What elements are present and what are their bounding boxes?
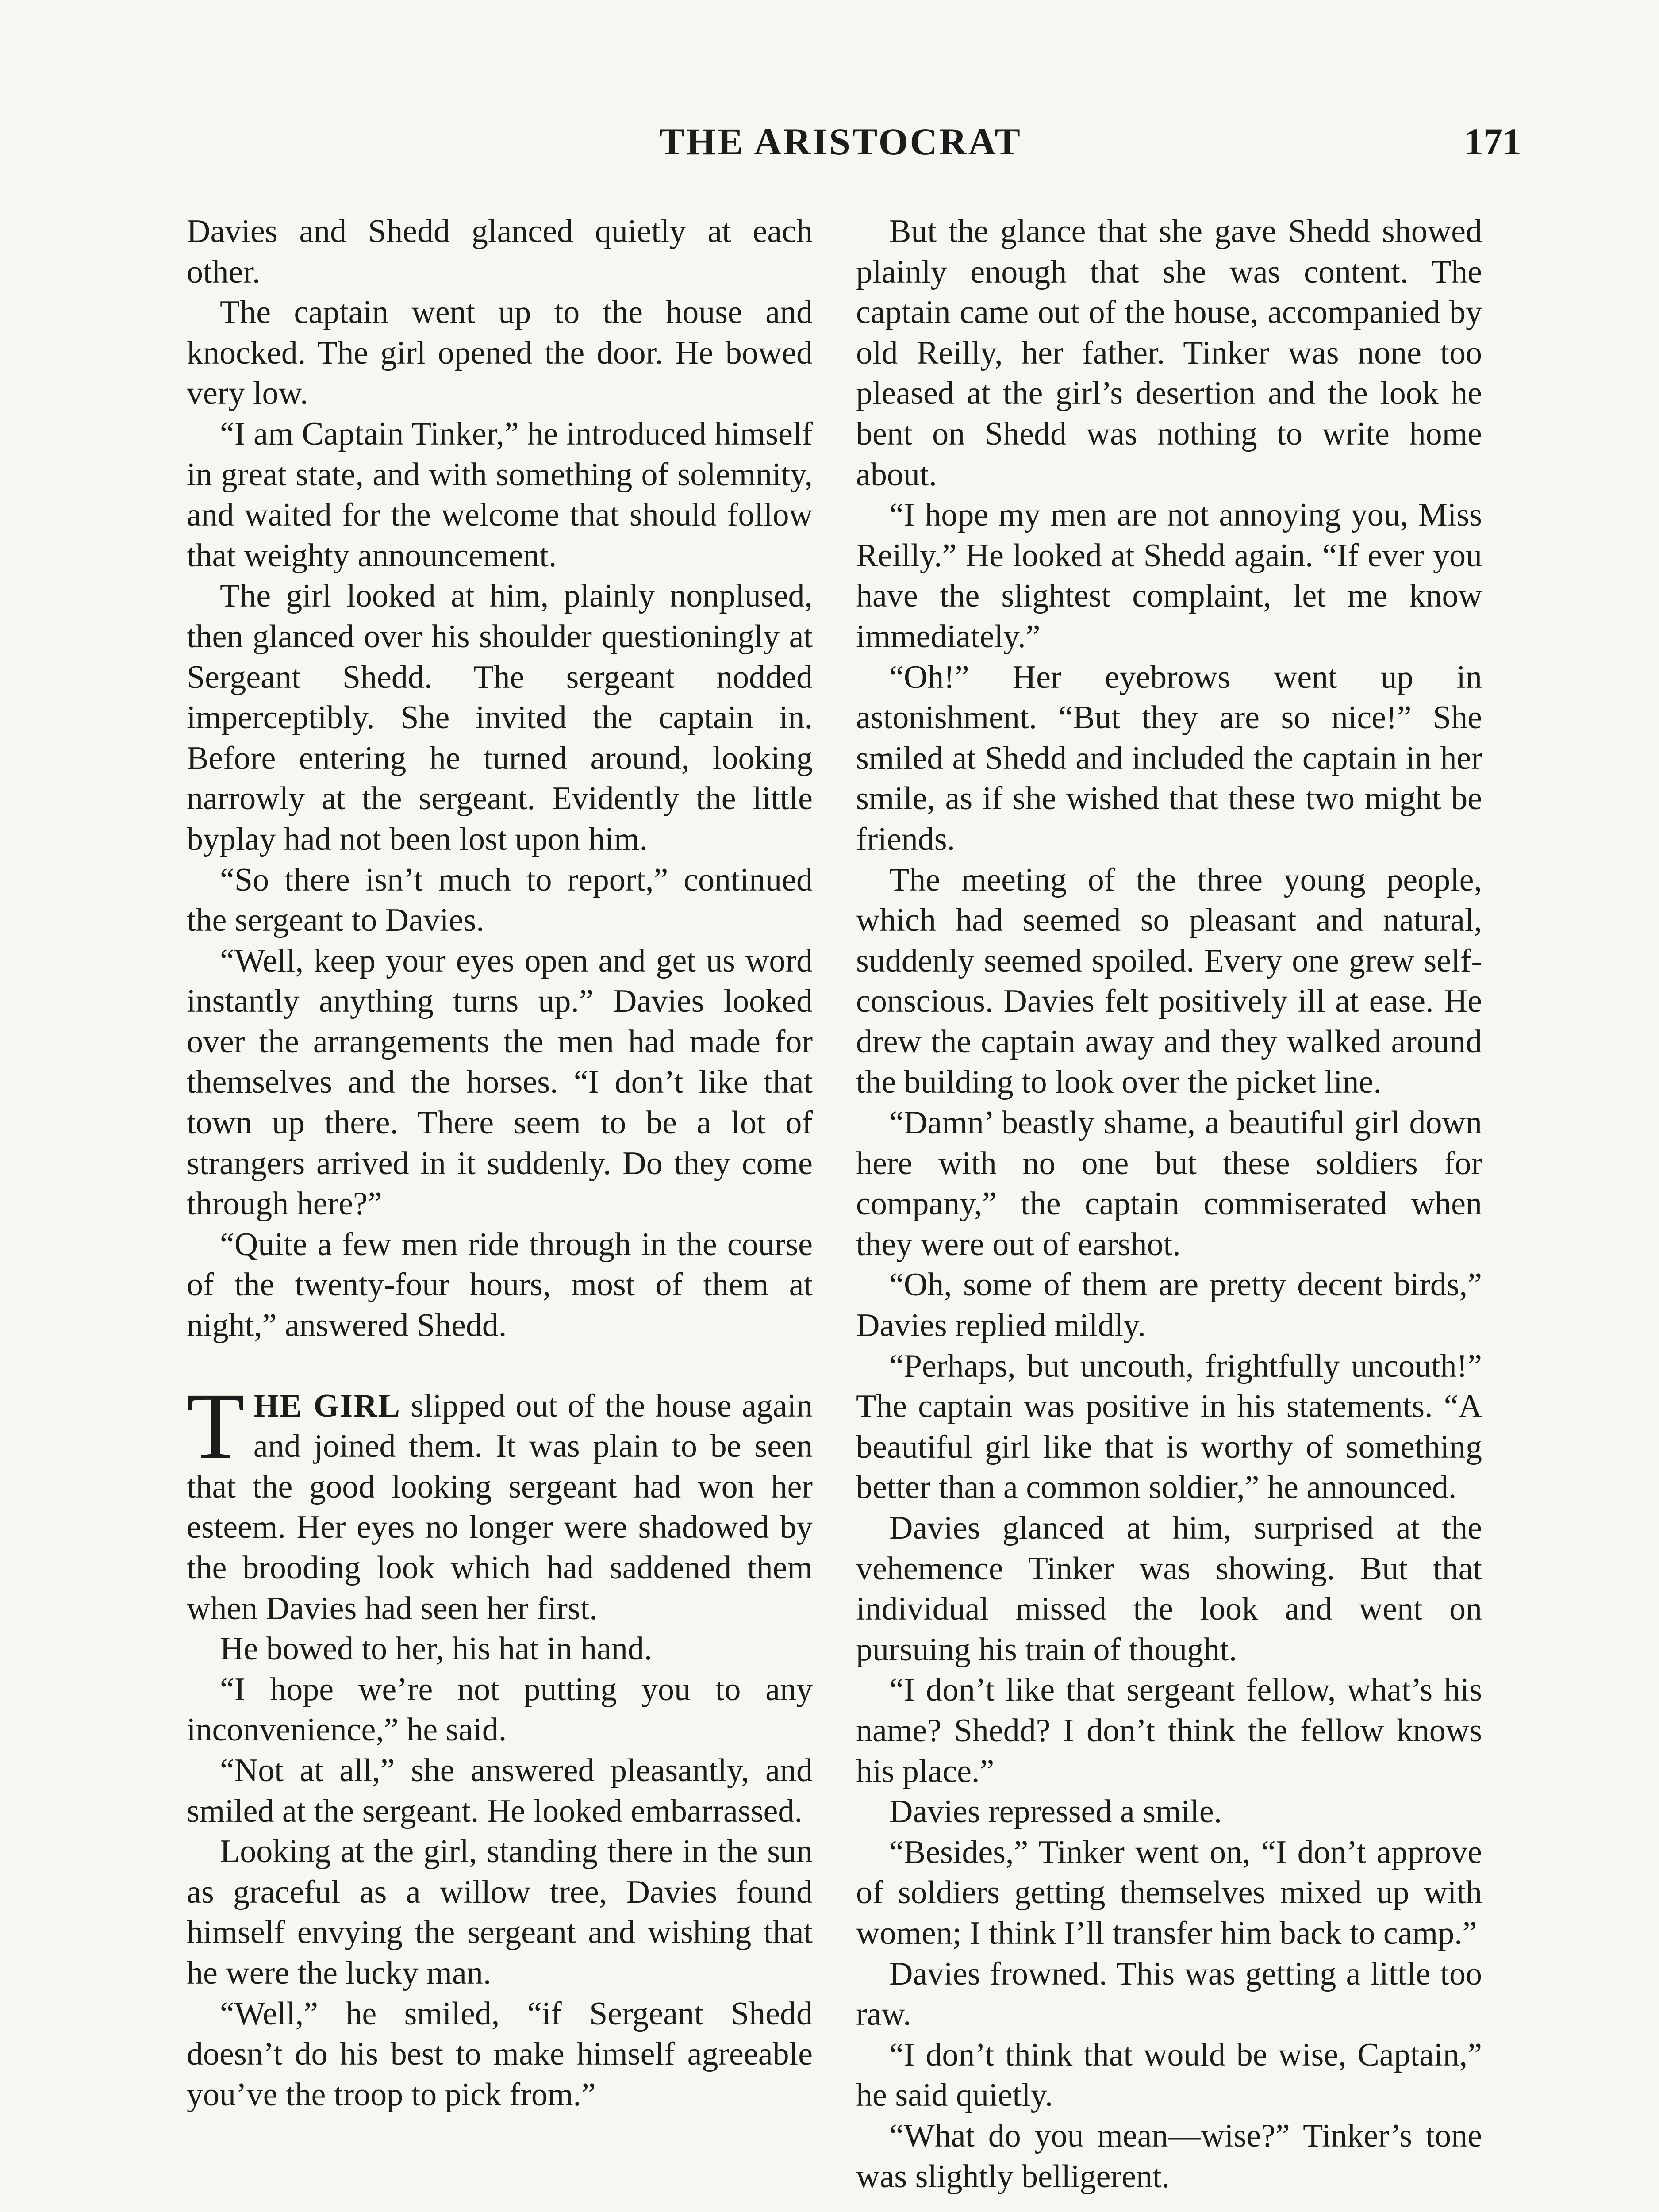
drop-cap-paragraph — [187, 1373, 813, 1629]
lead-in: HE GIRL — [253, 1387, 401, 1424]
paragraph: “Perhaps, but uncouth, frightfully uncouth!” The captain was positive in his statements. “A beautiful girl like that is worthy of something better than a common soldier,” he announced. — [856, 1348, 1482, 1506]
paragraph: “Well,” he smiled, “if Sergeant Shedd doesn’t do his best to make himself agreeable you’ve the troop to pick from.” — [187, 1995, 813, 2113]
drop-cap: T — [187, 1373, 245, 1479]
page-number: 171 — [1464, 120, 1521, 163]
paragraph: “I hope we’re not putting you to any inconvenience,” he said. — [187, 1671, 813, 1748]
paragraph: “I am Captain Tinker,” he introduced himself in great state, and with something of solemnity, and waited for the welcome that should follow that weighty announcement. — [187, 415, 813, 574]
left-column — [187, 211, 813, 2115]
paragraph: “What do you mean—wise?” Tinker’s tone was slightly belligerent. — [856, 2117, 1482, 2195]
paragraph: “Not at all,” she answered pleasantly, and smiled at the sergeant. He looked embarrassed. — [187, 1752, 813, 1829]
paragraph: “I hope my men are not annoying you, Miss Reilly.” He looked at Shedd again. “If ever you have the slightest complaint, let me know immediately.” — [856, 497, 1482, 655]
paragraph: But the glance that she gave Shedd showed plainly enough that she was content. The captain came out of the house, accompanied by old Reilly, her father. Tinker was none too pleased at the girl’s desertion and the look he bent on Shedd was nothing to write home about. — [856, 213, 1482, 493]
page-title: THE ARISTOCRAT — [659, 120, 1022, 163]
paragraph: “I don’t like that sergeant fellow, what’s his name? Shedd? I don’t think the fellow knows his place.” — [856, 1672, 1482, 1790]
paragraph: “Damn’ beastly shame, a beautiful girl down here with no one but these soldiers for company,” the captain commiserated when they were out of earshot. — [856, 1105, 1482, 1263]
paragraph: Davies frowned. This was getting a little too raw. — [856, 1955, 1482, 2033]
paragraph: “So there isn’t much to report,” continued the sergeant to Davies. — [187, 861, 813, 939]
paragraph: Davies glanced at him, surprised at the vehemence Tinker was showing. But that individual missed the look and went on pursuing his train of thought. — [856, 1510, 1482, 1668]
paragraph: “Well, keep your eyes open and get us word instantly anything turns up.” Davies looked over the arrangements the men had made for themselves and the horses. “I don’t like that town up there. There seem to be a lot of strangers arrived in it suddenly. Do they come through here?” — [187, 942, 813, 1222]
paragraph: The meeting of the three young people, which had seemed so pleasant and natural, suddenly seemed spoiled. Every one grew self-conscious. Davies felt positively ill at ease. He drew the captain away and they walked around the building to look over the picket line. — [856, 861, 1482, 1101]
paragraph: The captain went up to the house and knocked. The girl opened the door. He bowed very low. — [187, 294, 813, 412]
right-column — [856, 211, 1482, 2197]
paragraph: “Oh!” Her eyebrows went up in astonishment. “But they are so nice!” She smiled at Shedd and included the captain in her smile, as if she wished that these two might be friends. — [856, 659, 1482, 857]
paragraph: Davies repressed a smile. — [889, 1793, 1222, 1830]
paragraph: “Quite a few men ride through in the course of the twenty-four hours, most of them at night,” answered Shedd. — [187, 1226, 813, 1344]
paragraph: The girl looked at him, plainly nonplused, then glanced over his shoulder questioningly at Sergeant Shedd. The sergeant nodded imperceptibly. She invited the captain in. Before entering he turned around, looking narrowly at the sergeant. Evidently the little byplay had not been lost upon him. — [187, 578, 813, 857]
paragraph-text: slipped out of the house again and joined them. It was plain to be seen that the good looking sergeant had won her esteem. Her eyes no longer were shadowed by the brooding look which had saddened them when Davies had seen her first. — [187, 1387, 813, 1627]
section-break — [187, 1346, 813, 1386]
paragraph: Davies and Shedd glanced quietly at each other. — [187, 213, 813, 290]
paragraph: He bowed to her, his hat in hand. — [220, 1631, 653, 1667]
paragraph: “Besides,” Tinker went on, “I don’t approve of soldiers getting themselves mixed up with women; I think I’ll transfer him back to camp.” — [856, 1834, 1482, 1951]
running-head — [0, 119, 1659, 173]
paragraph: “Oh, some of them are pretty decent birds,” Davies replied mildly. — [856, 1267, 1482, 1344]
paragraph: Looking at the girl, standing there in the sun as graceful as a willow tree, Davies found himself envying the sergeant and wishing that he were the lucky man. — [187, 1833, 813, 1991]
paragraph: “I don’t think that would be wise, Captain,” he said quietly. — [856, 2036, 1482, 2114]
